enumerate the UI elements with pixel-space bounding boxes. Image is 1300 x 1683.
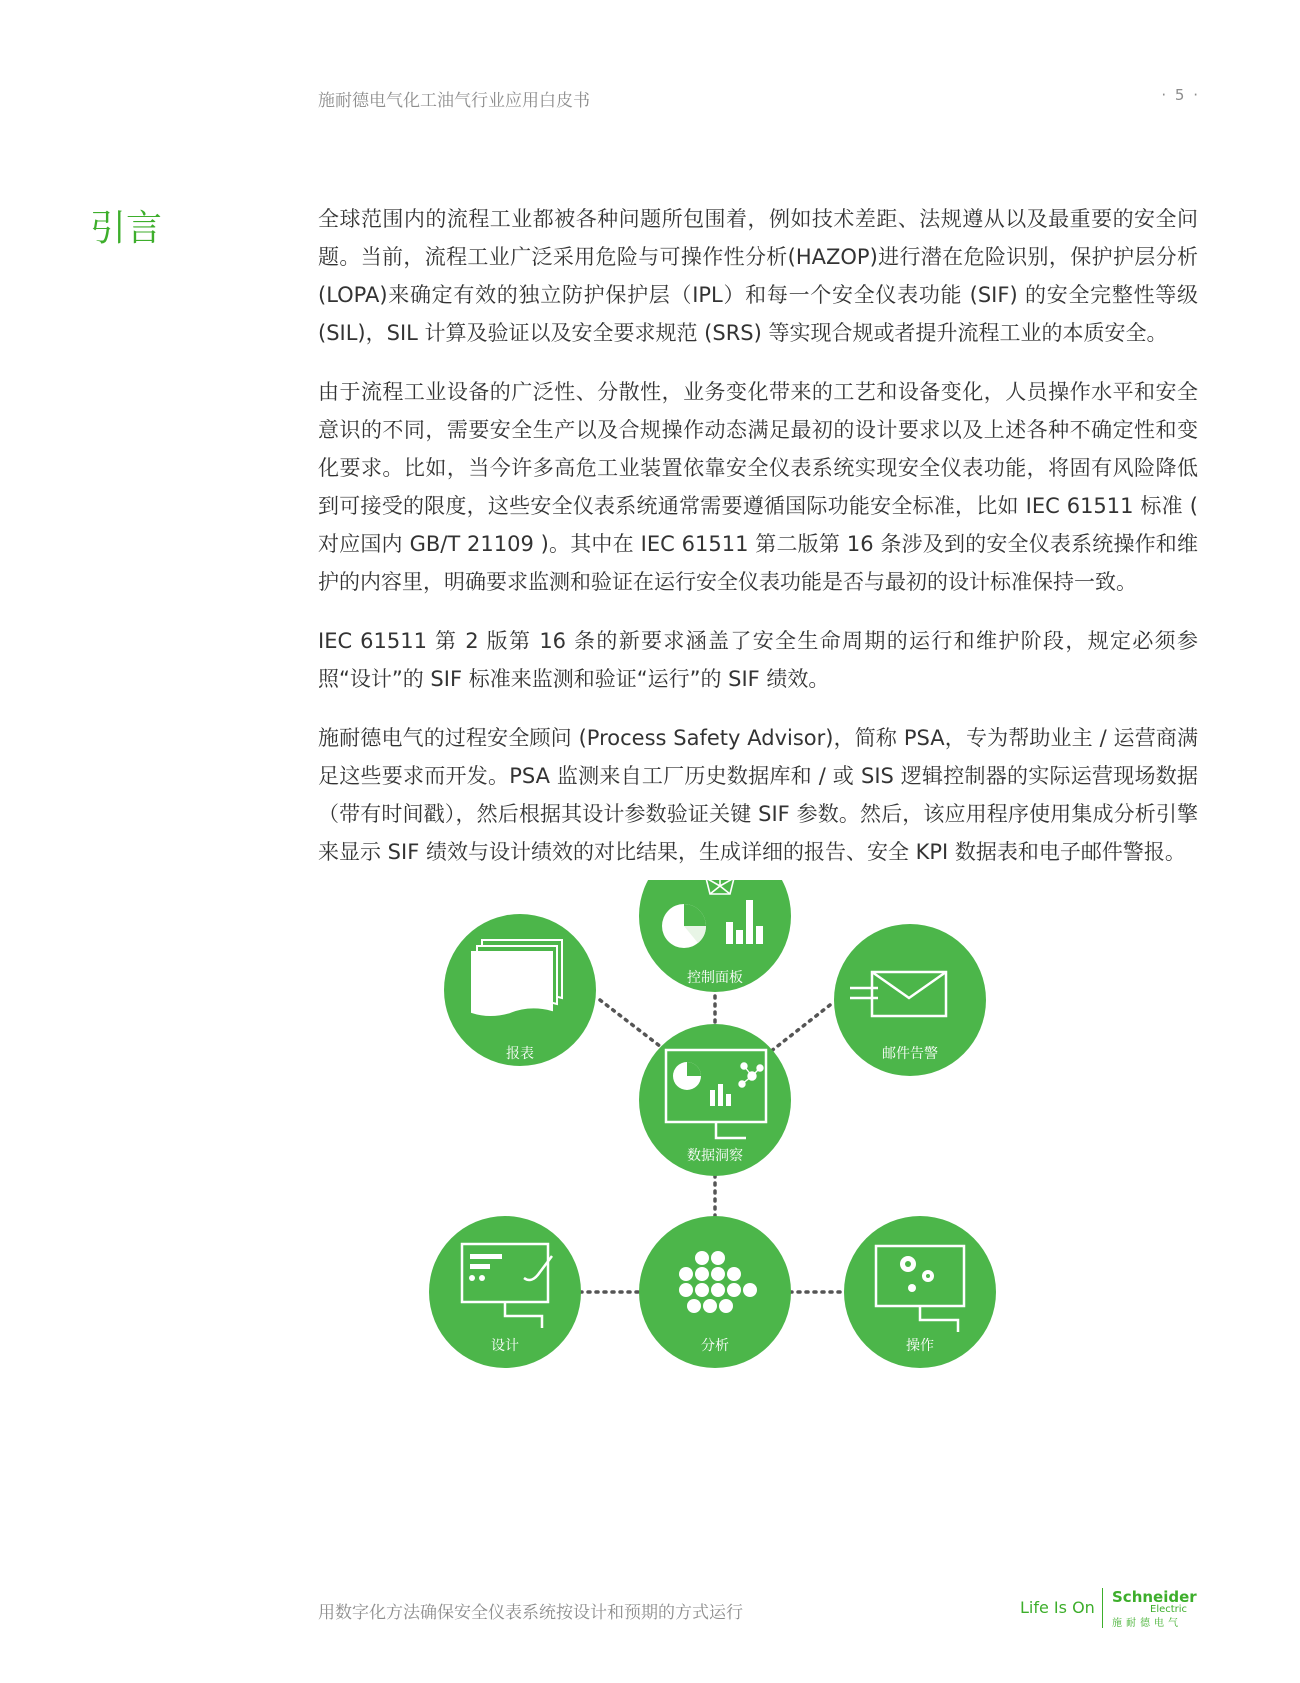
brand-name: Schneider [1112,1588,1197,1606]
header-title: 施耐德电气化工油气行业应用白皮书 [318,91,590,111]
document-stack-icon [472,940,562,1015]
paragraph: 由于流程工业设备的广泛性、分散性，业务变化带来的工艺和设备变化，人员操作水平和安全意识的不同，需要安全生产以及合规操作动态满足最初的设计要求以及上述各种不确定性和变化要求。比如，当今许多高危工业装置依靠安全仪表系统实现安全仪表功能，将固有风险降低到可接受的限度，这些安全仪表系统通常需要遵循国际功能安全标准，比如 IEC 61511 标准 ( 对应国内 GB/T 21109 )。其中在 IEC 61511 第二版第 16 条涉及到的安全仪表系统操作和维护的内容里，明确要求监测和验证在运行安全仪表功能是否与最初的设计标准保持一致。 [318,380,1198,594]
node-report [444,914,596,1066]
node-email [834,924,986,1076]
insight-pie-icon [673,1062,701,1090]
tagline: Life Is On [1020,1598,1095,1617]
insight-label: 数据洞察 [687,1148,743,1164]
brand-divider [1102,1588,1103,1628]
node-analysis [639,1216,791,1368]
report-label: 报表 [506,1046,534,1062]
section-title: 引言 [90,208,163,249]
brand-cn: 施耐德电气 [1112,1618,1182,1629]
operation-label: 操作 [906,1338,934,1354]
brand-logo [1020,1588,1210,1628]
paragraph: 施耐德电气的过程安全顾问 (Process Safety Advisor)，简称 PSA，专为帮助业主 / 运营商满足这些要求而开发。PSA 监测来自工厂历史数据库和 / 或 SIS 逻辑控制器的实际运营现场数据（带有时间戳），然后根据其设计参数验证关键 SIF 参数。然后，该应用程序使用集成分析引擎来显示 SIF 绩效与设计绩效的对比结果，生成详细的报告、安全 KPI 数据表和电子邮件警报。 [318,726,1198,864]
page-number: · 5 · [1161,86,1200,104]
paragraph: IEC 61511 第 2 版第 16 条的新要求涵盖了安全生命周期的运行和维护阶段，规定必须参照“设计”的 SIF 标准来监测和验证“运行”的 SIF 绩效。 [318,629,1198,691]
dashboard-label: 控制面板 [687,970,743,986]
connector-email [770,1005,830,1052]
pie-chart-icon [662,904,706,948]
node-dashboard [639,880,791,992]
node-design [429,1216,581,1368]
paragraph: 全球范围内的流程工业都被各种问题所包围着，例如技术差距、法规遵从以及最重要的安全问题。当前，流程工业广泛采用危险与可操作性分析(HAZOP)进行潜在危险识别，保护护层分析(LOPA)来确定有效的独立防护保护层（IPL）和每一个安全仪表功能 (SIF) 的安全完整性等级 (SIL)，SIL 计算及验证以及安全要求规范 (SRS) 等实现合规或者提升流程工业的本质安全。 [318,207,1198,345]
node-operation [844,1216,996,1368]
body-text [318,200,1198,892]
connector-report [600,1000,665,1050]
footer-text: 用数字化方法确保安全仪表系统按设计和预期的方式运行 [318,1603,743,1623]
email-label: 邮件告警 [882,1046,938,1062]
psa-diagram [400,880,1100,1480]
brand-sub: Electric [1150,1604,1188,1615]
analysis-label: 分析 [701,1338,729,1354]
node-insight [639,1024,791,1176]
design-label: 设计 [491,1338,519,1354]
